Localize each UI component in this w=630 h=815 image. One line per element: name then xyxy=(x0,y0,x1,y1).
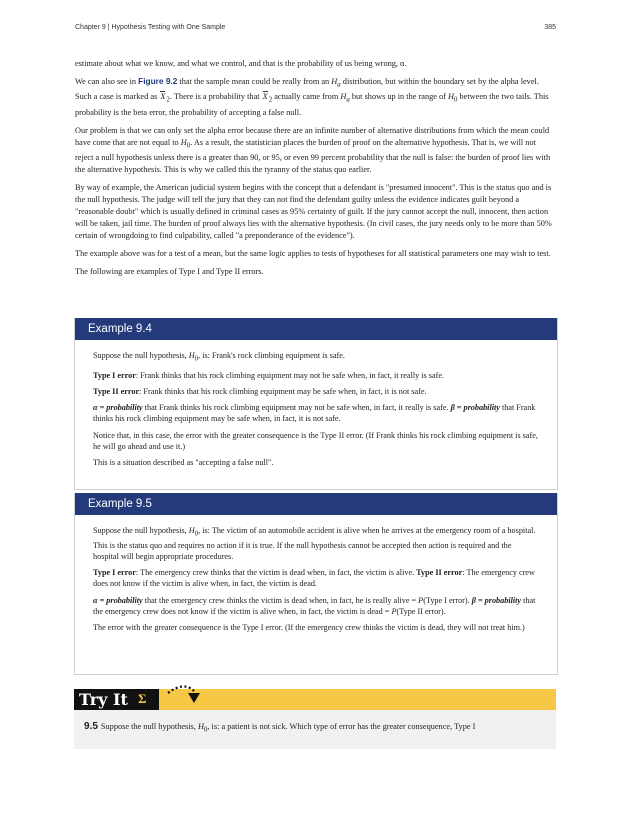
notice-paragraph: Notice that, in this case, the error with the greater consequence is the Type II error. (If Frank thinks his rock climbing equipment is safe, he will go ahead and use it.) xyxy=(93,430,538,451)
paragraph-4: By way of example, the American judicial system begins with the concept that a defendant is "presumed innocent". This is the status quo and is the null hypothesis. The judge will tell the jury that they can not find the defendant guilty unless the evidence indicates guilt beyond a "reasonable doubt" which is usually defined in criminal cases as 95% certainty of guilt. If the jury cannot accept the null, innocent, then action will be taken, jail time. The burden of proof always lies with the alternative hypothesis. (In civil cases, the jury needs only to be more than 50% certain of wrongdoing to find culpability, called "a preponderance of the evidence"). xyxy=(75,183,552,240)
example-9-4 xyxy=(74,318,558,490)
paragraph-1: estimate about what we know, and what we control, and that is the probability of us being wrong, α. xyxy=(75,59,407,68)
sigma-icon: Σ xyxy=(138,691,147,706)
type-one-error: Type I error: Frank thinks that his rock climbing equipment may not be safe when, in fact, it really is safe. xyxy=(93,370,445,380)
dotted-arrow-icon xyxy=(166,679,206,713)
try-it-question: 9.5 Suppose the null hypothesis, $H_0$, is: a patient is not sick. Which type of error has the greater consequence, Type I xyxy=(84,721,476,734)
body-text xyxy=(75,58,556,284)
paragraph-2: We can also see in Figure 9.2 that the sample mean could be really from an $H_a$ distribution, but within the boundary set by the alpha level. Such a case is marked as $X_2$. There is a probability that $X_2$ actually came from $H_a$ but shows up in the range of $H_0$ between the two tails. This probability is the beta error, the probability of accepting a false null. xyxy=(75,75,549,118)
x-bar-symbol: X xyxy=(160,92,166,102)
example-title: Example 9.4 xyxy=(75,318,557,340)
example-null-hypothesis: Suppose the null hypothesis, $H_0$, is: The victim of an automobile accident is alive when he arrives at the emergency room of a hospital. This is the status quo and requires no action if it is true. If the null hypothesis cannot be accepted then action is required and the hospital will begin appropriate procedures. xyxy=(93,526,536,562)
type-two-error: Type II error: Frank thinks that his rock climbing equipment may be safe when, in fact, it is not safe. xyxy=(93,387,427,397)
paragraph-6: The following are examples of Type I and Type II errors. xyxy=(75,266,264,276)
type-errors: Type I error: The emergency crew thinks that the victim is dead when, in fact, the victim is alive. Type II error: The emergency crew does not know if the victim is alive when, in fact, the victim is dead. xyxy=(93,568,535,589)
try-it-label: Try It xyxy=(74,689,159,710)
example-9-5 xyxy=(74,493,558,675)
consequence-paragraph: The error with the greater consequence is the Type I error. (If the emergency crew thinks the victim is dead, they will not treat him.) xyxy=(93,623,525,633)
situation-paragraph: This is a situation described as "accepting a false null". xyxy=(93,458,274,468)
alpha-beta-definition: α = probability that the emergency crew thinks the victim is dead when, in fact, he is really alive = P(Type I error). β = probability that the emergency crew does not know if the victim is alive when, in fact, the victim is dead = P(Type II error). xyxy=(93,595,536,616)
page-header xyxy=(75,24,556,31)
question-number: 9.5 xyxy=(84,721,98,732)
x-bar-symbol: X xyxy=(262,92,268,102)
example-title: Example 9.5 xyxy=(75,493,557,515)
figure-link[interactable]: Figure 9.2 xyxy=(138,75,178,86)
page-number: 385 xyxy=(544,24,556,31)
alpha-beta-definition: α = probability that Frank thinks his rock climbing equipment may not be safe when, in fact, it really is safe. β = probability that Frank thinks his rock climbing equipment may be safe when, in fact, it is not safe. xyxy=(93,403,536,424)
chapter-title: Chapter 9 | Hypothesis Testing with One Sample xyxy=(75,24,226,31)
example-null-hypothesis: Suppose the null hypothesis, $H_0$, is: Frank's rock climbing equipment is safe. xyxy=(93,351,345,363)
paragraph-3: Our problem is that we can only set the alpha error because there are an infinite number of alternative distributions from which the mean could have come that are not equal to $H_0$. As a result, the statistician places the burden of proof on the alternative hypothesis. That is, we will not reject a null hypothesis unless there is a greater than 90, or 95, or even 99 percent probability that the null is false: the burden of proof lies with the alternative hypothesis. This is why we called this the tyranny of the status quo earlier. xyxy=(75,125,551,175)
try-it-box xyxy=(74,689,556,749)
paragraph-5: The example above was for a test of a mean, but the same logic applies to tests of hypotheses for all statistical parameters one may wish to test. xyxy=(75,248,551,258)
